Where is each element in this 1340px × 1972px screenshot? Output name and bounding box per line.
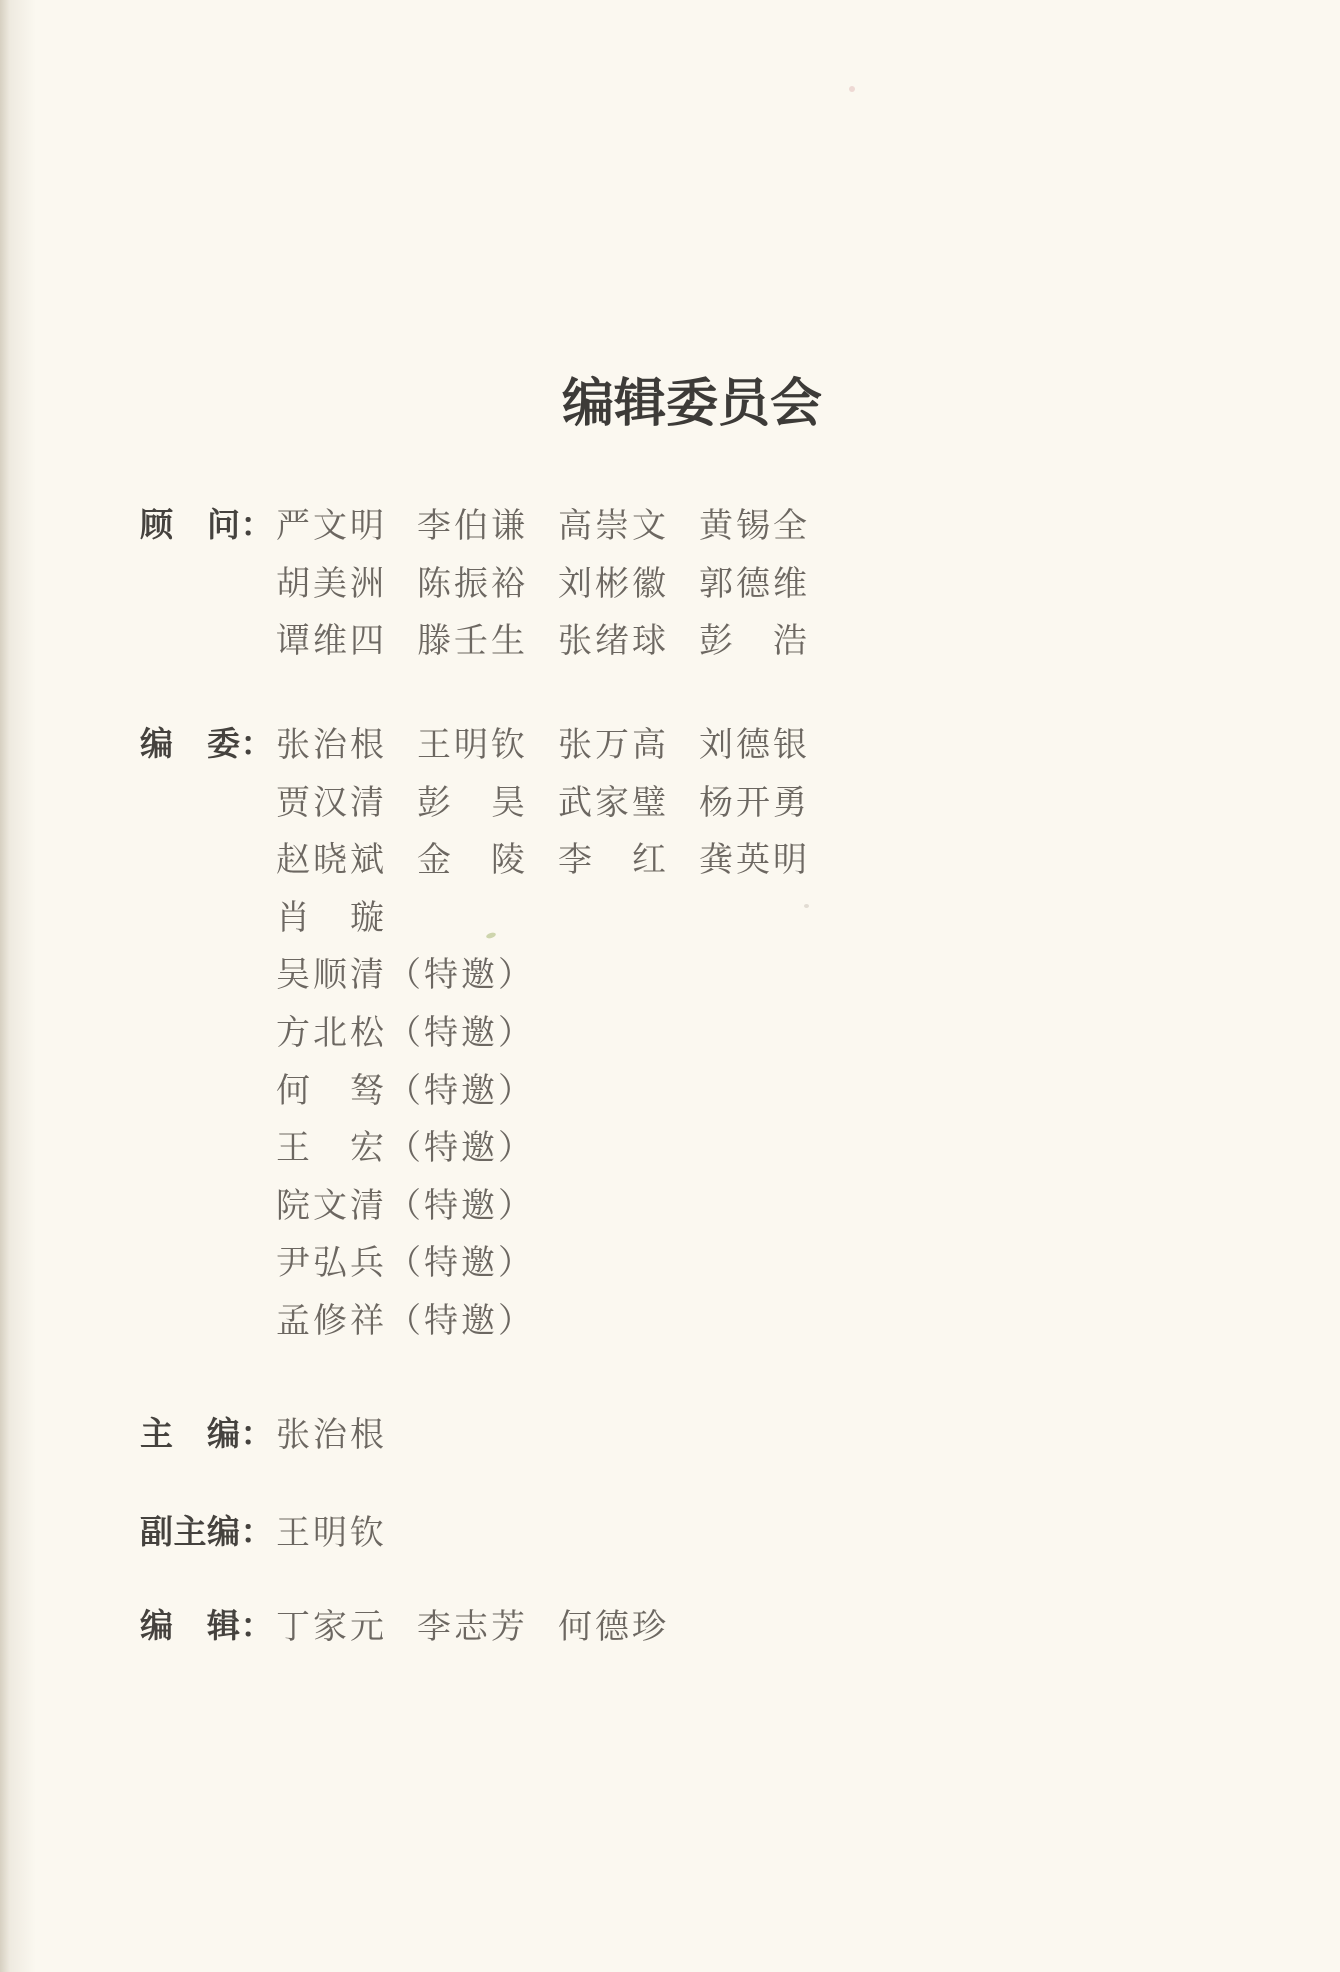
guest-member-name: 王 宏（特邀） xyxy=(276,1130,535,1168)
advisors-row-2 xyxy=(140,552,840,610)
board-guest-row xyxy=(140,1058,840,1116)
member-name: 高崇文 xyxy=(558,508,669,546)
member-name: 丁家元 xyxy=(276,1608,387,1646)
board-row-4 xyxy=(140,886,840,944)
board-guest-row xyxy=(140,1289,840,1347)
member-name: 张治根 xyxy=(276,1416,387,1454)
editorial-board-label: 编 委： xyxy=(140,725,274,763)
board-guest-row xyxy=(140,943,840,1001)
member-name: 郭德维 xyxy=(699,565,810,603)
board-guest-row xyxy=(140,1174,840,1232)
member-name: 武家璧 xyxy=(558,784,669,822)
member-name: 谭维四 xyxy=(276,623,387,661)
member-name: 赵晓斌 xyxy=(276,842,387,880)
guest-member-name: 吴顺清（特邀） xyxy=(276,957,535,995)
guest-member-name: 尹弘兵（特邀） xyxy=(276,1245,535,1283)
member-name: 金 陵 xyxy=(417,842,528,880)
chief-editor-row xyxy=(140,1402,840,1460)
advisors-row-1 xyxy=(140,494,840,552)
member-name: 李志芳 xyxy=(417,1608,528,1646)
advisors-label: 顾 问： xyxy=(140,506,274,544)
member-name: 刘德银 xyxy=(699,727,810,765)
editors-row xyxy=(140,1595,840,1653)
member-name: 滕壬生 xyxy=(417,623,528,661)
advisors-section xyxy=(140,494,840,667)
deputy-chief-editor-label: 副主编： xyxy=(140,1513,274,1551)
member-name: 陈振裕 xyxy=(417,565,528,603)
scan-speck xyxy=(849,86,855,92)
member-name: 张万高 xyxy=(558,727,669,765)
deputy-chief-editor-section xyxy=(140,1501,840,1559)
editorial-board-section xyxy=(140,713,840,1347)
board-guest-row xyxy=(140,1001,840,1059)
board-row-3 xyxy=(140,828,840,886)
page-left-edge-shadow xyxy=(0,0,42,1972)
member-name: 张治根 xyxy=(276,727,387,765)
deputy-chief-editor-row xyxy=(140,1501,840,1559)
member-name: 龚英明 xyxy=(699,842,810,880)
guest-member-name: 院文清（特邀） xyxy=(276,1187,535,1225)
member-name: 王明钦 xyxy=(417,727,528,765)
member-name: 李 红 xyxy=(558,842,669,880)
member-name: 肖 璇 xyxy=(276,899,387,937)
member-name: 张绪球 xyxy=(558,623,669,661)
member-name: 彭 昊 xyxy=(417,784,528,822)
member-name: 彭 浩 xyxy=(699,623,810,661)
guest-member-name: 何 驽（特邀） xyxy=(276,1072,535,1110)
member-name: 胡美洲 xyxy=(276,565,387,603)
member-name: 贾汉清 xyxy=(276,784,387,822)
board-row-1 xyxy=(140,713,840,771)
guest-member-name: 方北松（特邀） xyxy=(276,1015,535,1053)
member-name: 严文明 xyxy=(276,508,387,546)
guest-member-name: 孟修祥（特邀） xyxy=(276,1303,535,1341)
chief-editor-section xyxy=(140,1402,840,1460)
board-guest-row xyxy=(140,1231,840,1289)
member-name: 何德珍 xyxy=(558,1608,669,1646)
member-name: 杨开勇 xyxy=(699,784,810,822)
advisors-row-3 xyxy=(140,609,840,667)
editors-label: 编 辑： xyxy=(140,1606,274,1644)
member-name: 王明钦 xyxy=(276,1515,387,1553)
editors-section xyxy=(140,1595,840,1653)
member-name: 刘彬徽 xyxy=(558,565,669,603)
committee-content xyxy=(140,494,840,1652)
member-name: 李伯谦 xyxy=(417,508,528,546)
page-title: 编辑委员会 xyxy=(562,376,823,433)
board-row-2 xyxy=(140,770,840,828)
board-guest-row xyxy=(140,1116,840,1174)
chief-editor-label: 主 编： xyxy=(140,1414,274,1452)
member-name: 黄锡全 xyxy=(699,508,810,546)
